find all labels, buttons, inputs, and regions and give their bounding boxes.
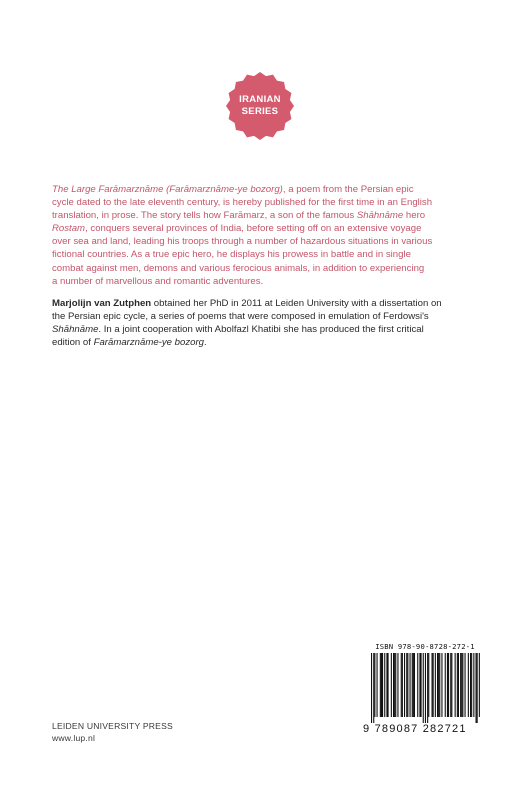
description-line xyxy=(52,222,472,235)
description-italic-text: Shāhnāme xyxy=(356,210,404,222)
isbn-label: ISBN 978-90-8728-272-1 xyxy=(375,642,475,651)
barcode-bar xyxy=(395,653,396,717)
barcode-bar xyxy=(445,653,446,717)
barcode-bar xyxy=(435,653,436,717)
barcode-bar xyxy=(419,653,420,717)
barcode-bar xyxy=(427,653,428,723)
barcode-bars xyxy=(369,653,481,723)
barcode-bar xyxy=(457,653,458,717)
barcode-bar xyxy=(439,653,440,717)
description-text: , conquers several provinces of India, before setting off on an extensive voyage xyxy=(85,223,422,235)
barcode-digits: 9 789087 282721 xyxy=(363,723,467,735)
barcode-bar xyxy=(447,653,448,717)
bio-bold-text: Marjolijn van Zutphen xyxy=(52,298,152,309)
barcode-bar xyxy=(437,653,438,717)
barcode-bar xyxy=(460,653,461,717)
barcode-bar xyxy=(386,653,387,717)
barcode-bar xyxy=(428,653,429,717)
author-bio xyxy=(52,297,472,349)
barcode-bar xyxy=(471,653,472,717)
barcode-bar xyxy=(438,653,439,717)
barcode-bar xyxy=(433,653,434,717)
barcode-bar xyxy=(468,653,469,717)
barcode-bar xyxy=(451,653,452,717)
description-line xyxy=(52,183,472,196)
bio-line xyxy=(52,310,472,323)
barcode-bar xyxy=(461,653,462,717)
barcode-bar xyxy=(476,653,477,723)
barcode-bar xyxy=(384,653,385,717)
barcode-bar xyxy=(377,653,378,717)
barcode-bar xyxy=(388,653,389,717)
barcode-bar xyxy=(404,653,405,717)
barcode-bar xyxy=(374,653,375,717)
iranian-series-badge xyxy=(226,72,294,140)
description-text: hero xyxy=(403,210,426,222)
description-line xyxy=(52,275,472,288)
book-description xyxy=(52,183,472,288)
badge-line-2: SERIES xyxy=(241,106,279,117)
description-line xyxy=(52,248,472,261)
description-italic-text: The Large Farāmarznāme (Farāmarznāme-ye bozorg) xyxy=(52,184,283,195)
publisher-name: LEIDEN UNIVERSITY PRESS xyxy=(52,721,173,731)
description-text: a number of marvellous and romantic adventures. xyxy=(52,275,264,287)
barcode-bar xyxy=(402,653,403,717)
barcode-bar xyxy=(417,653,418,717)
description-text: combat against men, demons and various ferocious animals, in addition to experiencing xyxy=(52,262,425,274)
description-text: , a poem from the Persian epic xyxy=(282,184,414,195)
barcode-bar xyxy=(401,653,402,717)
barcode-bar xyxy=(393,653,394,717)
barcode-bar xyxy=(381,653,382,717)
barcode-bar xyxy=(421,653,422,717)
description-line xyxy=(52,209,472,222)
barcode-bar xyxy=(441,653,442,717)
description-line xyxy=(52,196,472,209)
badge-line-1: IRANIAN xyxy=(239,94,281,105)
bio-italic-text: Shāhnāme xyxy=(52,324,99,336)
publisher-block xyxy=(52,720,173,744)
barcode-bar xyxy=(455,653,456,717)
bio-line xyxy=(52,336,472,349)
barcode-bar xyxy=(394,653,395,717)
bio-text: edition of xyxy=(52,337,94,349)
barcode-bar xyxy=(412,653,413,717)
barcode-bar xyxy=(373,653,374,723)
bio-text: . In a joint cooperation with Abolfazl Khatibi she has produced the first critical xyxy=(98,324,424,336)
bio-text: obtained her PhD in 2011 at Leiden University with a dissertation on xyxy=(151,298,442,309)
bio-italic-text: Farāmarznāme-ye bozorg xyxy=(93,337,204,349)
publisher-url[interactable]: www.lup.nl xyxy=(52,733,96,743)
barcode-bar xyxy=(423,653,424,723)
barcode-bar xyxy=(410,653,411,717)
description-text: translation, in prose. The story tells how Farāmarz, a son of the famous xyxy=(52,210,357,222)
bio-text: . xyxy=(203,337,207,349)
barcode-bar xyxy=(473,653,474,717)
description-italic-text: Rostam xyxy=(52,223,86,235)
barcode-bar xyxy=(462,653,463,717)
barcode-bar xyxy=(458,653,459,717)
barcode-bar xyxy=(425,653,426,723)
barcode-bar xyxy=(465,653,466,717)
barcode-bar xyxy=(397,653,398,717)
description-line xyxy=(52,235,472,248)
barcode-bar xyxy=(432,653,433,717)
barcode-bar xyxy=(479,653,480,717)
bio-text: the Persian epic cycle, a series of poems that were composed in emulation of Ferdowsi's xyxy=(52,311,429,323)
barcode-bar xyxy=(382,653,383,717)
barcode-bar xyxy=(413,653,414,717)
barcode-bar xyxy=(407,653,408,717)
barcode-bar xyxy=(371,653,372,723)
barcode-bar xyxy=(477,653,478,723)
description-line xyxy=(52,262,472,275)
barcode-bar xyxy=(406,653,407,717)
barcode-bar xyxy=(380,653,381,717)
description-text: cycle dated to the late eleventh century, is hereby published for the first time in an English xyxy=(52,197,433,209)
description-text: fictional countries. As a true epic hero, he displays his prowess in battle and in single xyxy=(52,249,411,261)
bio-line xyxy=(52,323,472,336)
barcode-bar xyxy=(448,653,449,717)
description-text: over sea and land, leading his troops through a number of hazardous situations in various xyxy=(52,236,433,248)
barcode-bar xyxy=(470,653,471,717)
isbn-barcode xyxy=(363,642,481,738)
bio-line xyxy=(52,297,472,310)
barcode-bar xyxy=(414,653,415,717)
barcode-bar xyxy=(450,653,451,717)
barcode-bar xyxy=(391,653,392,717)
